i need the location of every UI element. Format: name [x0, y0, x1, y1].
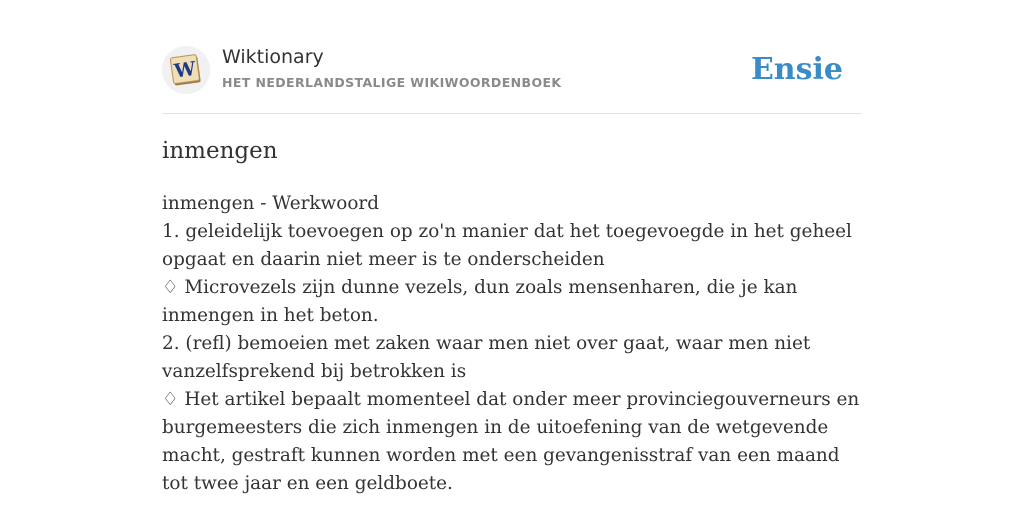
wiktionary-logo-icon[interactable]: [162, 46, 210, 94]
page-container: [162, 0, 862, 494]
example-2: ♢ Het artikel bepaalt momenteel dat onder meer provinciegouverneurs en burgemeesters die zich inmengen in de uitoefening van de wetgevende macht, gestraft kunnen worden met een gevangenisstraf van een maand tot twee jaar en een geldboete.: [162, 389, 860, 494]
brand-tagline: HET NEDERLANDSTALIGE WIKIWOORDENBOEK: [222, 75, 562, 90]
definition-2: 2. (refl) bemoeien met zaken waar men niet over gaat, waar men niet vanzelfsprekend bij betrokken is: [162, 333, 811, 382]
wiktionary-tile-icon: [162, 46, 210, 94]
entry-content: [162, 190, 862, 498]
definition-1: 1. geleidelijk toevoegen op zo'n manier dat het toegevoegde in het geheel opgaat en daarin niet meer is te onderscheiden: [162, 221, 852, 270]
brand-name[interactable]: Wiktionary: [222, 46, 324, 68]
example-1: ♢ Microvezels zijn dunne vezels, dun zoals mensenharen, die je kan inmengen in het beton.: [162, 277, 798, 326]
site-header: [162, 0, 862, 114]
ensie-logo[interactable]: Ensie: [750, 52, 843, 87]
entry-heading-line: inmengen - Werkwoord: [162, 193, 379, 214]
svg-text:W: W: [172, 57, 198, 83]
page-title: inmengen: [162, 138, 278, 164]
